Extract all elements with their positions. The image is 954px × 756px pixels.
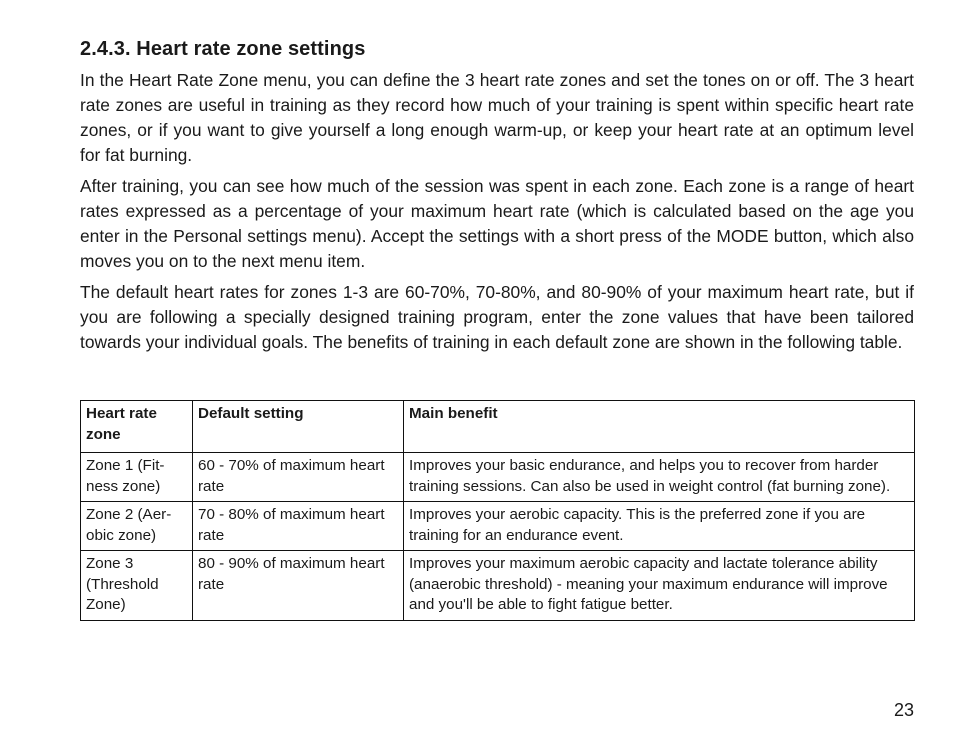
heart-rate-zone-table [80,400,915,621]
default-setting-cell: 80 - 90% of maximum heart rate [193,551,404,621]
zone-name-cell: Zone 2 (Aer-obic zone) [81,502,193,551]
main-benefit-cell: Improves your aerobic capacity. This is the preferred zone if you are training for an endurance event. [404,502,915,551]
header-default-setting: Default setting [193,401,404,453]
header-main-benefit: Main benefit [404,401,915,453]
default-setting-cell: 70 - 80% of maximum heart rate [193,502,404,551]
default-setting-cell: 60 - 70% of maximum heart rate [193,453,404,502]
default-rates-paragraph: The default heart rates for zones 1-3 are 60-70%, 70-80%, and 80-90% of your maximum heart rate, but if you are following a specially designed training program, enter the zone values that have been tailored towards your individual goals. The benefits of training in each default zone are shown in the following table. [80,282,914,352]
zone-name-cell: Zone 1 (Fit-ness zone) [81,453,193,502]
header-heart-rate-zone: Heart rate zone [81,401,193,453]
page-content [80,36,914,355]
intro-paragraph: In the Heart Rate Zone menu, you can define the 3 heart rate zones and set the tones on or off. The 3 heart rate zones are useful in training as they record how much of your training is spent within specific heart rate zones, or if you want to give yourself a long enough warm-up, or keep your heart rate at an optimum level for fat burning. [80,70,914,165]
page-number: 23 [893,700,914,720]
table-header-row [81,401,915,453]
main-benefit-cell: Improves your maximum aerobic capacity and lactate tolerance ability (anaerobic threshold) - meaning your maximum endurance will improve and you'll be able to fight fatigue better. [404,551,915,621]
zone-name-cell: Zone 3 (Threshold Zone) [81,551,193,621]
table-row [81,551,915,621]
table-row [81,453,915,502]
main-benefit-cell: Improves your basic endurance, and helps you to recover from harder training sessions. Can also be used in weight control (fat burning zone). [404,453,915,502]
table-row [81,502,915,551]
zones-explanation-paragraph: After training, you can see how much of the session was spent in each zone. Each zone is a range of heart rates expressed as a percentage of your maximum heart rate (which is calculated based on the age you enter in the Personal settings menu). Accept the settings with a short press of the MODE button, which also moves you on to the next menu item. [80,176,914,271]
section-title: 2.4.3. Heart rate zone settings [80,38,366,60]
